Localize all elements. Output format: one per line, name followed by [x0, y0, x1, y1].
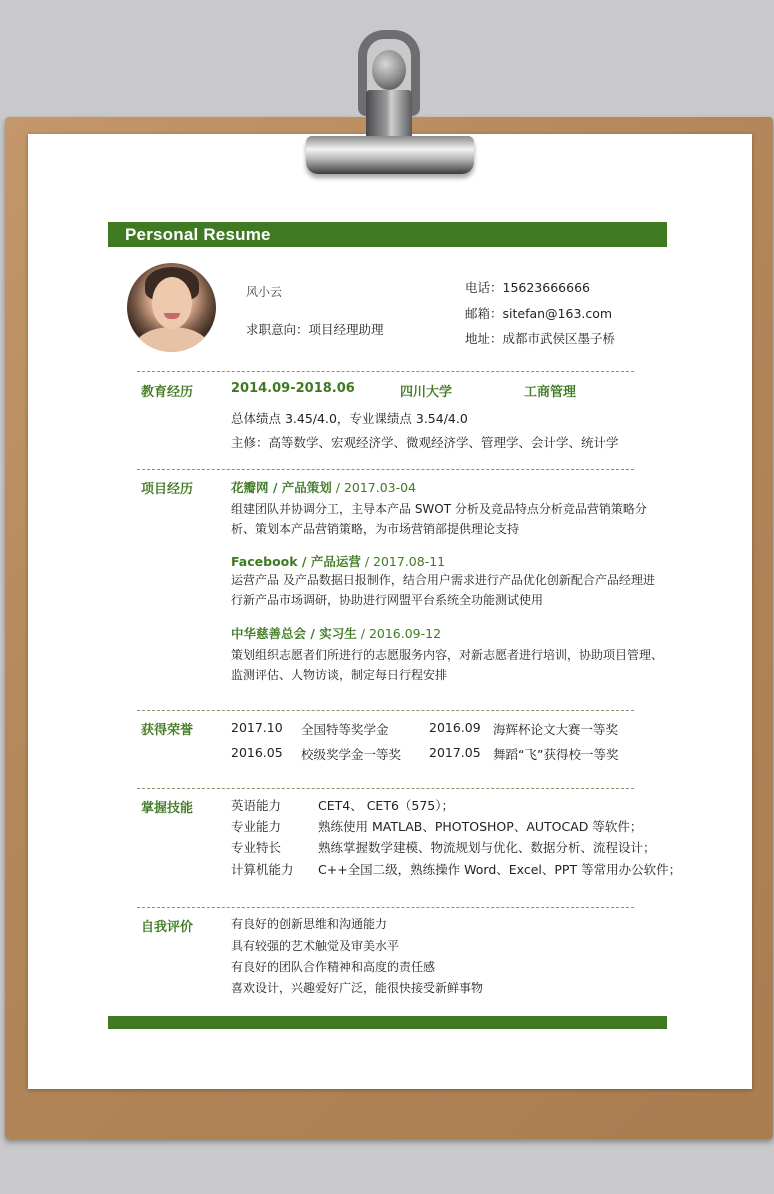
projects-label: 项目经历 — [141, 482, 194, 497]
profile-phone: 电话：15623666666 — [465, 280, 590, 295]
award-name: 舞蹈“飞”获得校一等奖 — [493, 747, 619, 762]
divider — [137, 710, 634, 711]
divider — [137, 469, 634, 470]
education-label: 教育经历 — [141, 385, 194, 400]
self-eval-line: 有良好的创新思维和沟通能力 — [231, 917, 388, 931]
awards-label: 获得荣誉 — [141, 723, 194, 738]
skill-value: C++全国二级，熟练操作 Word、Excel、PPT 等常用办公软件； — [318, 862, 682, 877]
skill-value: 熟练掌握数学建模、物流规划与优化、数据分析、流程设计； — [318, 840, 656, 855]
award-date: 2017.05 — [429, 745, 481, 760]
profile-name: 风小云 — [246, 285, 283, 299]
award-name: 全国特等奖学金 — [301, 722, 389, 737]
project-desc: 析、策划本产品营销策略，为市场营销部提供理论支持 — [231, 522, 520, 536]
project-desc: 策划组织志愿者们所进行的志愿服务内容，对新志愿者进行培训，协助项目管理、 — [231, 648, 664, 662]
project-heading — [231, 624, 441, 642]
project-title: 花瓣网 / 产品策划 — [231, 480, 332, 495]
education-major: 工商管理 — [524, 385, 577, 400]
profile-email: 邮箱：sitefan@163.com — [465, 306, 613, 321]
project-title: Facebook / 产品运营 — [231, 554, 361, 569]
divider — [137, 788, 634, 789]
project-date: / 2017.03-04 — [331, 480, 417, 495]
project-date: / 2016.09-12 — [356, 626, 442, 641]
skill-name: 专业能力 — [231, 819, 282, 834]
skill-value: CET4、 CET6（575）； — [318, 798, 455, 813]
self-eval-line: 喜欢设计，兴趣爱好广泛，能很快接受新鲜事物 — [231, 981, 484, 995]
header-bar — [108, 222, 667, 247]
footer-bar — [108, 1016, 667, 1029]
skill-value: 熟练使用 MATLAB、PHOTOSHOP、AUTOCAD 等软件； — [318, 819, 643, 834]
project-desc: 监测评估、人物访谈，制定每日行程安排 — [231, 668, 448, 682]
project-heading — [231, 478, 416, 496]
divider — [137, 907, 634, 908]
self-eval-line: 有良好的团队合作精神和高度的责任感 — [231, 960, 436, 974]
skill-name: 计算机能力 — [231, 862, 294, 877]
avatar — [127, 263, 216, 352]
project-desc: 行新产品市场调研，协助进行网盟平台系统全功能测试使用 — [231, 593, 544, 607]
self-eval-label: 自我评价 — [141, 920, 194, 935]
skills-label: 掌握技能 — [141, 801, 194, 816]
award-date: 2016.09 — [429, 720, 481, 735]
skill-name: 英语能力 — [231, 798, 282, 813]
education-gpa: 总体绩点 3.45/4.0，专业课绩点 3.54/4.0 — [231, 411, 468, 426]
binder-clip — [306, 136, 474, 174]
project-desc: 运营产品 及产品数据日报制作，结合用户需求进行产品优化创新配合产品经理进 — [231, 573, 655, 587]
education-school: 四川大学 — [400, 385, 453, 400]
clip-rivet — [372, 50, 406, 90]
project-title: 中华慈善总会 / 实习生 — [231, 626, 357, 641]
education-period: 2014.09-2018.06 — [231, 381, 355, 396]
skill-name: 专业特长 — [231, 840, 282, 855]
award-date: 2017.10 — [231, 720, 283, 735]
award-name: 海辉杯论文大赛一等奖 — [493, 722, 619, 737]
project-desc: 组建团队并协调分工，主导本产品 SWOT 分析及竞品特点分析竞品营销策略分 — [231, 502, 647, 516]
divider — [137, 371, 634, 372]
education-courses: 主修：高等数学、宏观经济学、微观经济学、管理学、会计学、统计学 — [231, 435, 619, 450]
resume-title: Personal Resume — [125, 225, 271, 244]
clip-post — [366, 90, 412, 140]
profile-address: 地址：成都市武侯区墨子桥 — [465, 331, 616, 346]
award-date: 2016.05 — [231, 745, 283, 760]
self-eval-line: 具有较强的艺术触觉及审美水平 — [231, 939, 400, 953]
project-date: / 2017.08-11 — [360, 554, 446, 569]
project-heading — [231, 552, 445, 570]
award-name: 校级奖学金一等奖 — [301, 747, 402, 762]
profile-objective: 求职意向：项目经理助理 — [246, 322, 384, 337]
